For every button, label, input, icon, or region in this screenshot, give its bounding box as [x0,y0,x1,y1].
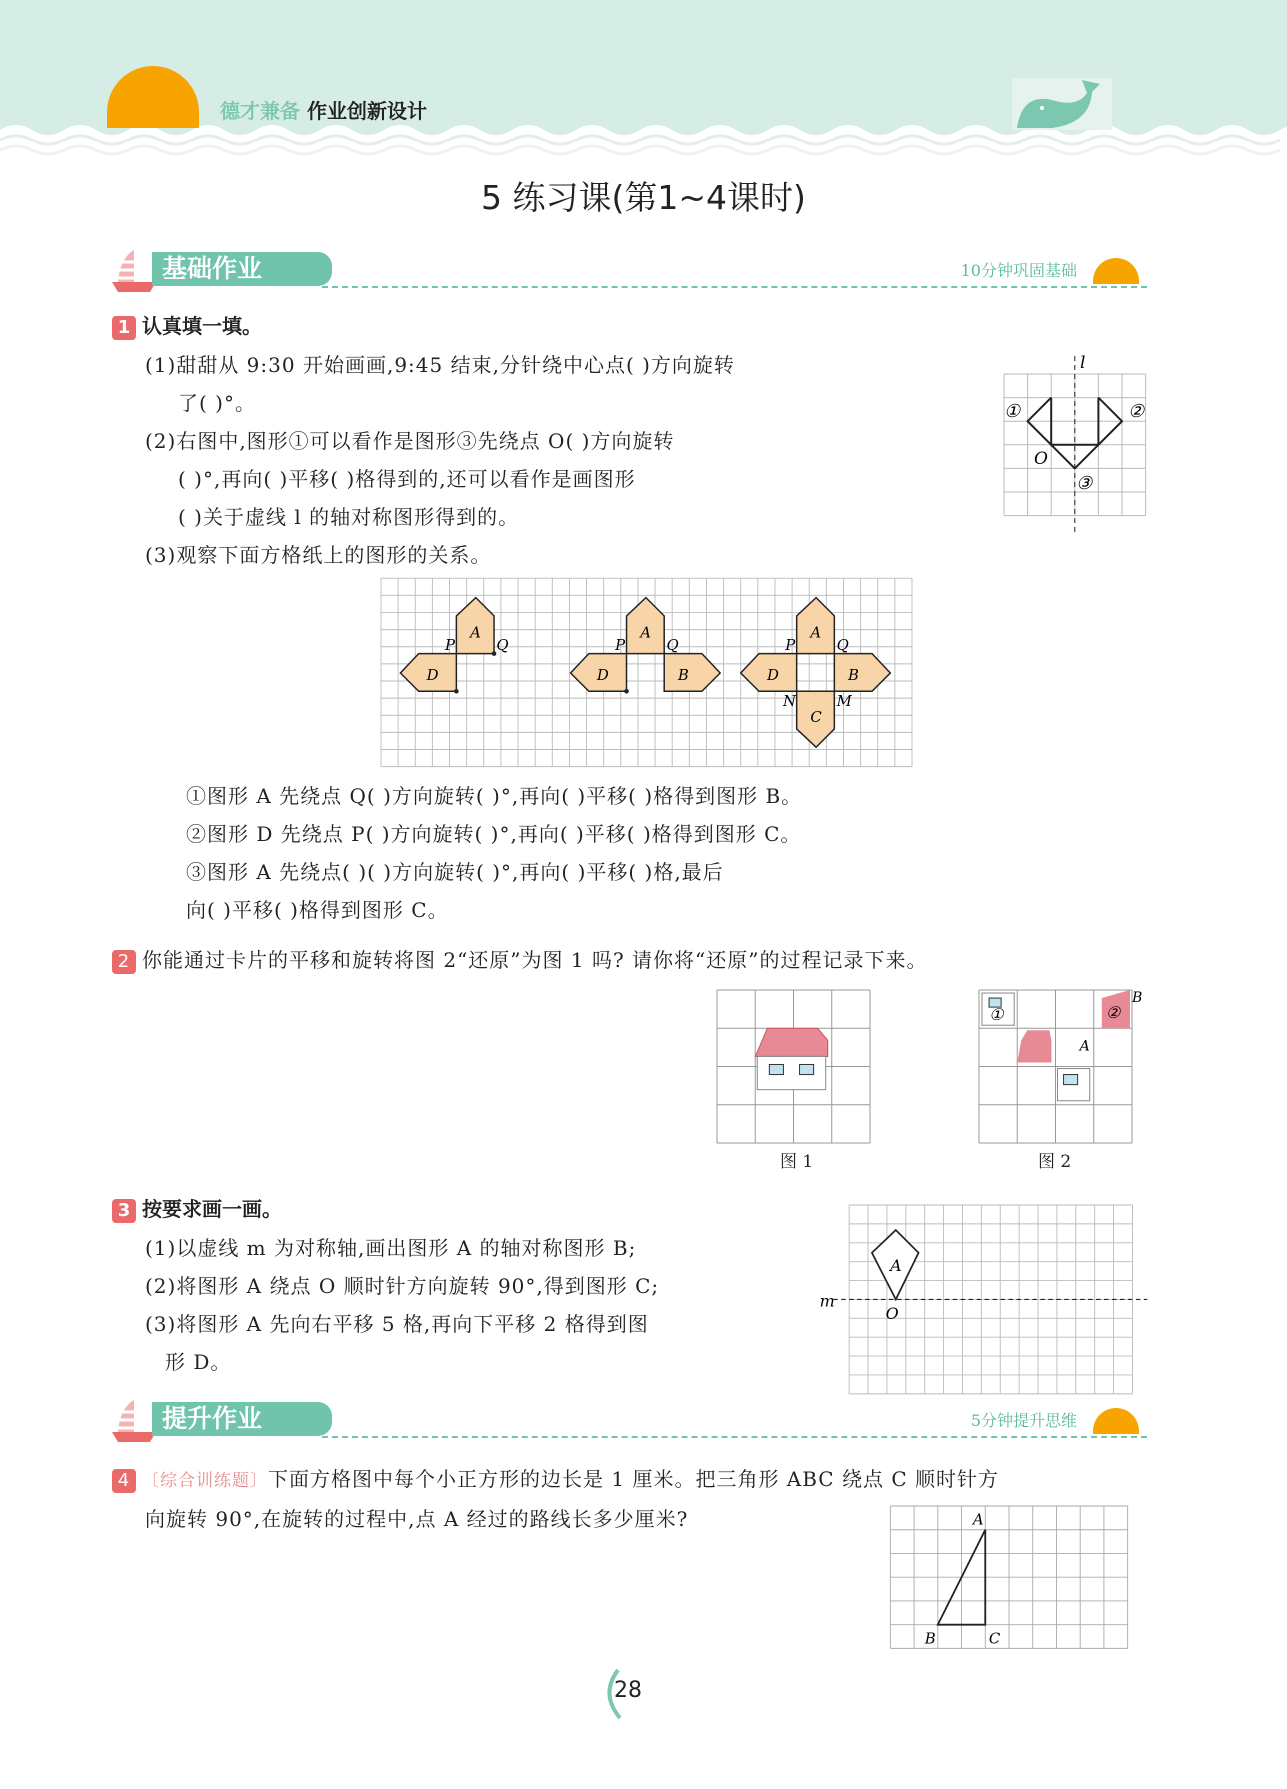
label-3: ③ [1076,473,1093,494]
label-p: P [785,637,796,655]
q1-grid-figure [381,578,912,768]
label-o: O [885,1303,899,1323]
q3-heading [112,1193,282,1223]
label-q: Q [836,637,849,655]
q2-number: 2 [112,950,136,974]
card-2-label: ② [1105,1003,1121,1023]
brand [220,95,427,124]
q1-line: ( )关于虚线 l 的轴对称图形得到的。 [178,505,520,529]
q4-grid-figure [890,1506,1128,1647]
label-d: D [596,666,609,684]
q3-line: (3)将图形 A 先向右平移 5 格,再向下平移 2 格得到图 [145,1312,649,1336]
q4-number: 4 [112,1469,136,1493]
section-advanced [112,1398,1147,1442]
q1-sub: 向( )平移( )格得到图形 C。 [186,898,449,922]
q1-line: ( )°,再向( )平移( )格得到的,还可以看作是画图形 [178,467,636,491]
sun-icon [1093,258,1139,284]
label-a: A [810,624,822,642]
section-label: 提升作业 [152,1402,332,1436]
brand-dark: 作业创新设计 [306,99,427,123]
q4-line-2: 向旋转 90°,在旋转的过程中,点 A 经过的路线长多少厘米? [145,1507,689,1531]
label-d: D [426,666,439,684]
section-divider [322,286,1147,288]
grid [890,1506,1127,1648]
label-a: A [1079,1038,1090,1055]
q4-tag: 〔综合训练题〕 [142,1471,268,1491]
label-m: m [819,1291,835,1311]
label-q: Q [666,637,679,655]
q1-heading [112,310,262,340]
q2-text [112,944,928,974]
sailboat-icon [112,1398,156,1442]
shape-b [834,654,890,692]
q1-line: 了( )°。 [178,391,256,415]
label-a: A [890,1255,902,1275]
window [800,1064,814,1074]
label-m: M [836,693,852,711]
section-hint: 5分钟提升思维 [970,1411,1077,1430]
label-d: D [766,666,779,684]
window [769,1064,783,1074]
label-c: C [988,1629,1001,1648]
label-b: B [1132,990,1143,1007]
section-label: 基础作业 [152,252,332,286]
q4-prompt: 下面方格图中每个小正方形的边长是 1 厘米。把三角形 ABC 绕点 C 顺时针方 [268,1467,999,1491]
label-a: A [972,1510,984,1529]
label-n: N [782,693,796,711]
q3-line: 形 D。 [165,1350,232,1374]
q1-line: (1)甜甜从 9:30 开始画画,9:45 结束,分针绕中心点( )方向旋转 [145,353,735,377]
label-b: B [924,1629,936,1648]
q3-title: 按要求画一画。 [142,1197,282,1221]
roof-piece [1017,1030,1051,1062]
section-basic [112,248,1147,292]
q2-figure-1 [717,990,870,1143]
label-p: P [444,637,455,655]
label-a: A [470,624,481,642]
label-c: C [810,709,822,727]
sun-icon [1093,1408,1139,1434]
house-body [757,1056,825,1089]
card-1-label: ① [989,1005,1004,1025]
label-1: ① [1004,401,1021,422]
q1-title: 认真填一填。 [142,314,262,338]
q1-sub: ①图形 A 先绕点 Q( )方向旋转( )°,再向( )平移( )格得到图形 B。 [186,784,803,808]
label-o: O [1034,449,1048,469]
q1-small-figure [994,352,1154,532]
label-l: l [1080,353,1086,373]
label-p: P [615,637,626,655]
shape-b [664,654,720,692]
section-hint: 10分钟巩固基础 [960,261,1077,280]
sailboat-icon [112,248,156,292]
q3-number: 3 [112,1199,136,1223]
q3-line: (1)以虚线 m 为对称轴,画出图形 A 的轴对称图形 B; [145,1236,637,1260]
q1-line: (3)观察下面方格纸上的图形的关系。 [145,543,492,567]
label-b: B [677,666,689,684]
q1-line: (2)右图中,图形①可以看作是图形③先绕点 O( )方向旋转 [145,429,675,453]
label-a: A [640,624,651,642]
q3-line: (2)将图形 A 绕点 O 顺时针方向旋转 90°,得到图形 C; [145,1274,660,1298]
q3-grid-figure [815,1205,1145,1395]
section-divider [322,1436,1147,1438]
label-2: ② [1128,401,1145,422]
fig1-caption: 图 1 [780,1152,814,1172]
brand-green: 德才兼备 [220,99,300,123]
q1-sub: ③图形 A 先绕点( )( )方向旋转( )°,再向( )平移( )格,最后 [186,860,724,884]
q2-prompt: 你能通过卡片的平移和旋转将图 2“还原”为图 1 吗? 请你将“还原”的过程记录下来。 [142,948,928,972]
page-title: 5 练习课(第1~4课时) [481,178,806,217]
q2-figure-2 [979,990,1143,1143]
whale-icon [1012,78,1112,130]
q1-number: 1 [112,316,136,340]
page-number: 28 [614,1678,642,1703]
q4-line-1 [112,1463,999,1493]
fig2-caption: 图 2 [1038,1152,1072,1172]
label-b: B [848,666,859,684]
q1-sub: ②图形 D 先绕点 P( )方向旋转( )°,再向( )平移( )格得到图形 C。 [186,822,802,846]
roof [755,1028,827,1056]
label-q: Q [496,637,509,655]
